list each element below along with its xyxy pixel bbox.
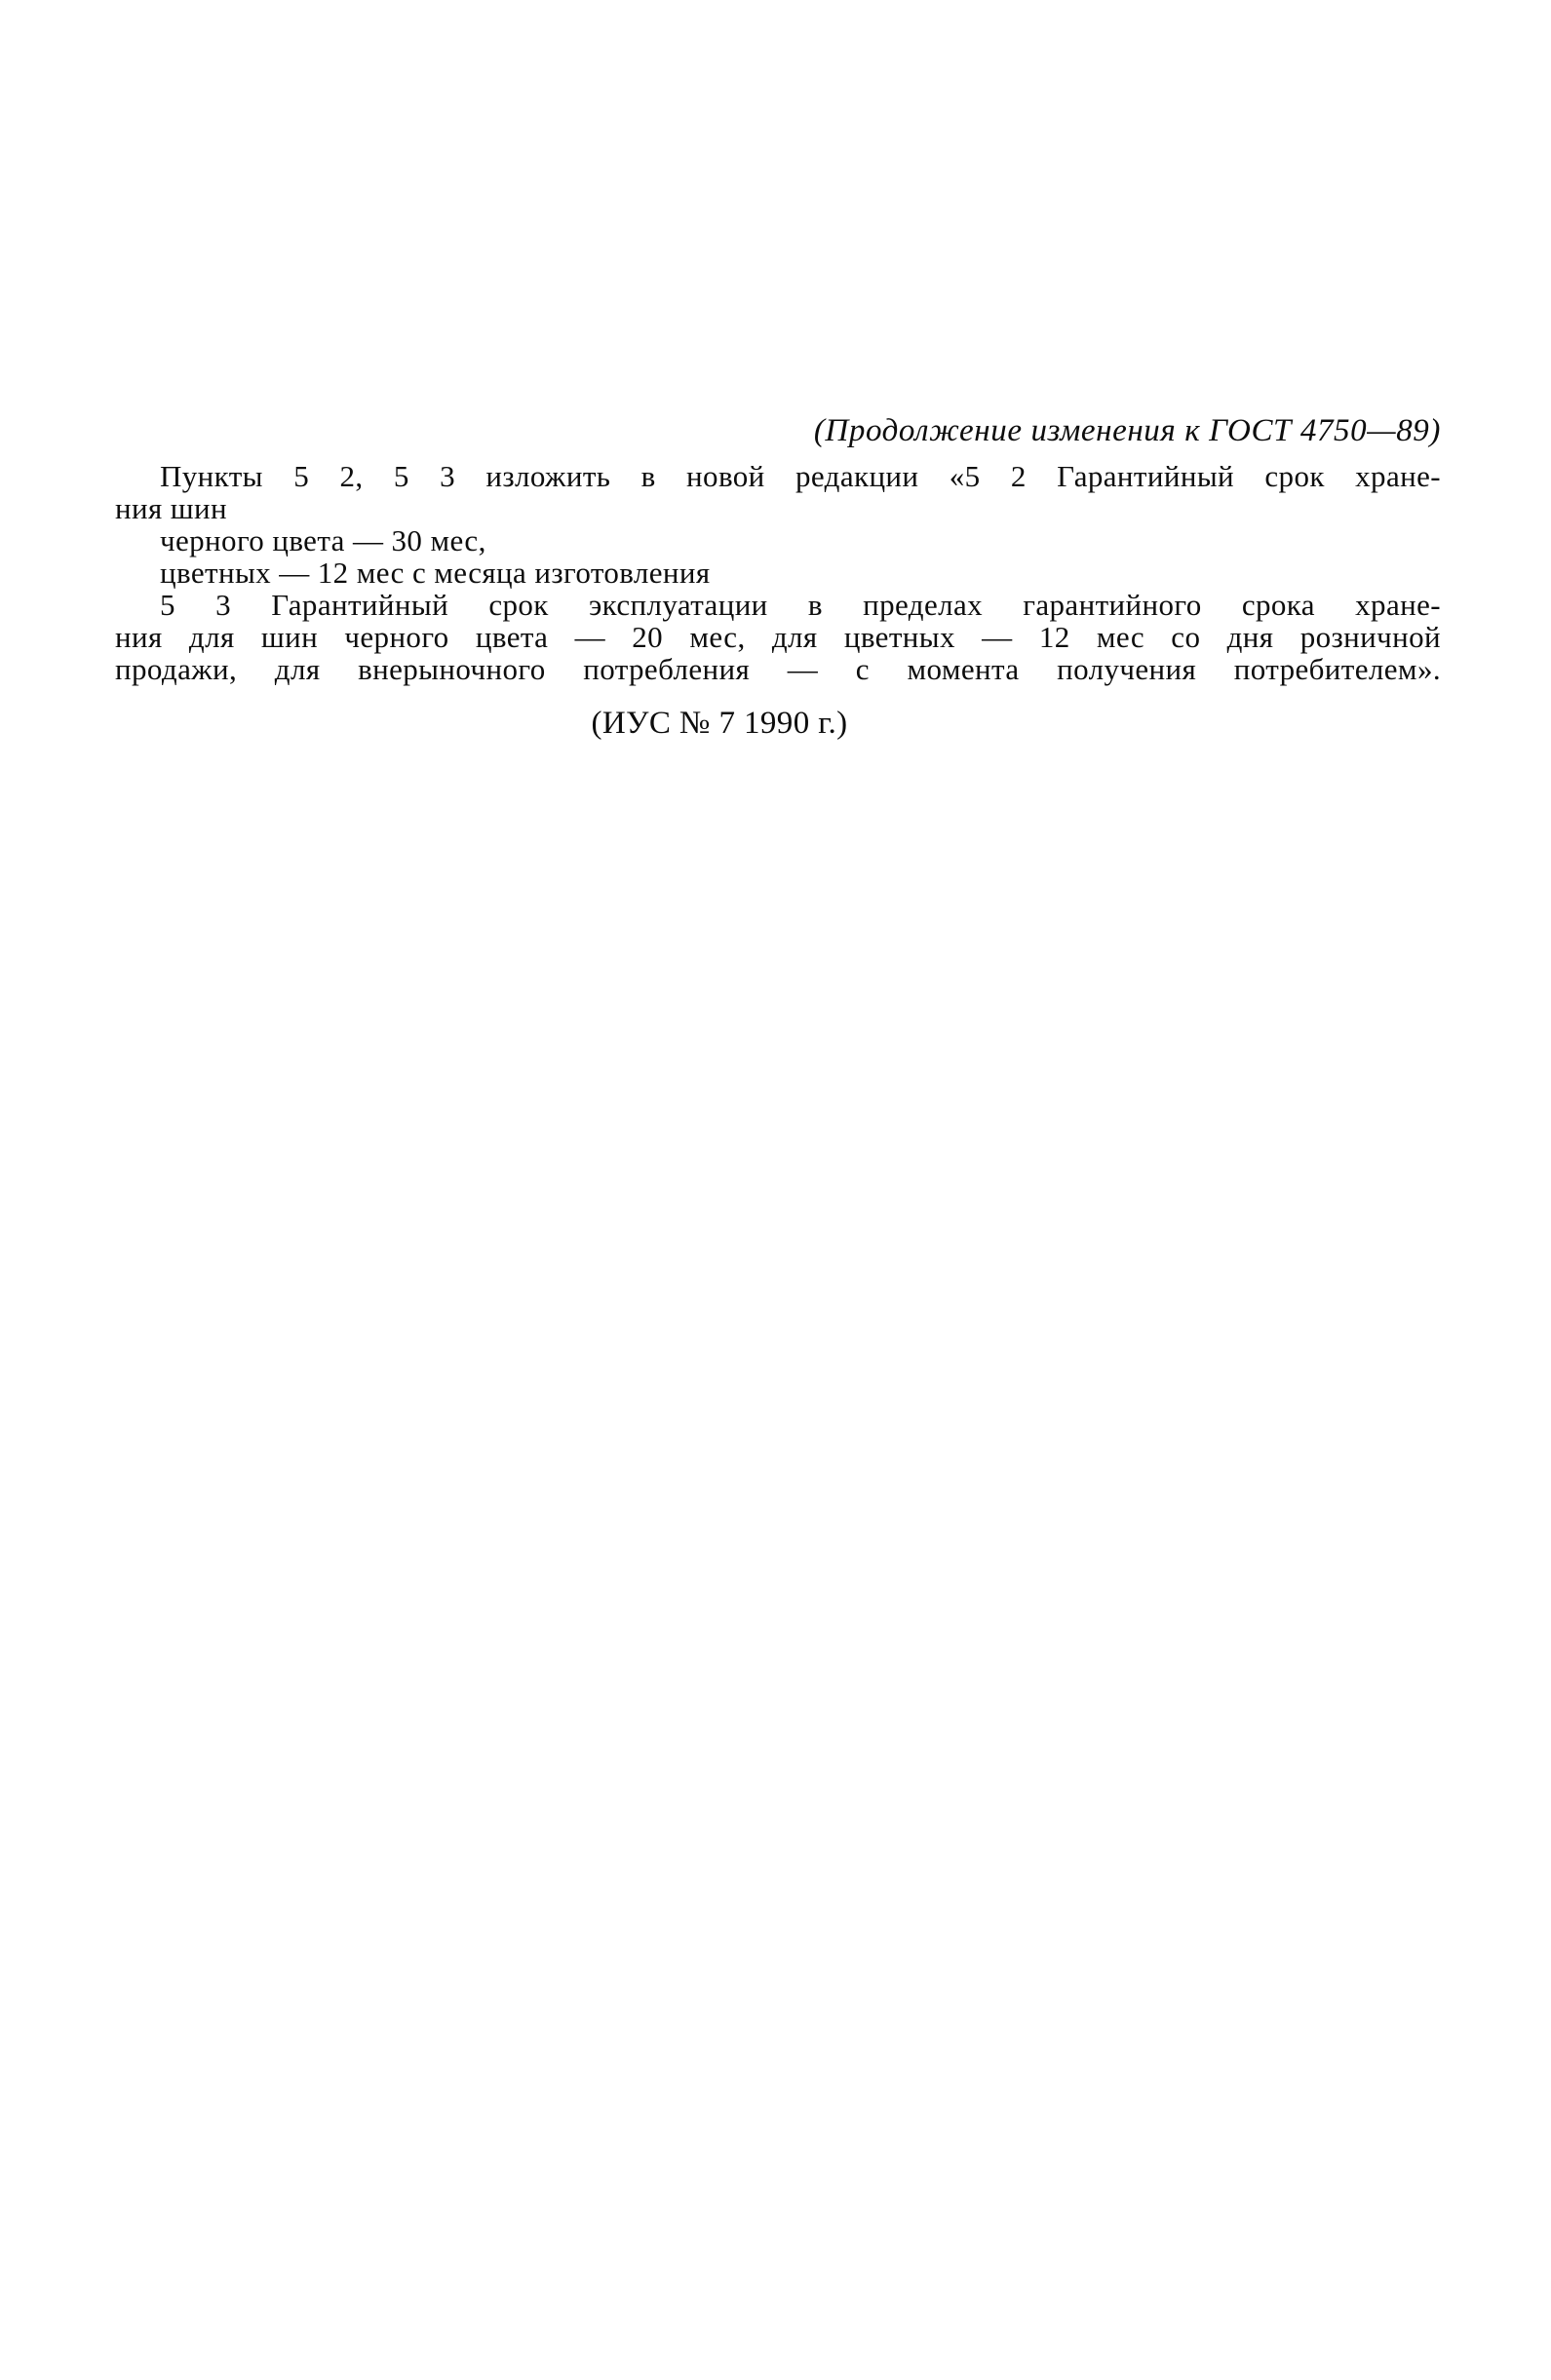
paragraph-line-7: продажи, для внерыночного потребления — с момента получения потребителем».	[115, 652, 1441, 686]
paragraph-line-2: ния шин	[115, 491, 228, 525]
paragraph-line-5: 5 3 Гарантийный срок эксплуатации в пределах гарантийного срока хране-	[160, 588, 1441, 622]
paragraph-line-3: черного цвета — 30 мес,	[160, 523, 486, 557]
paragraph-line-6: ния для шин черного цвета — 20 мес, для цветных — 12 мес со дня розничной	[115, 620, 1441, 654]
paragraph-line-4: цветных — 12 мес с месяца изготовления	[160, 556, 711, 590]
source-reference: (ИУС № 7 1990 г.)	[591, 706, 848, 741]
document-body	[115, 409, 1441, 748]
paragraph-line-1: Пункты 5 2, 5 3 изложить в новой редакции «5 2 Гарантийный срок хране-	[160, 459, 1441, 493]
continuation-header: (Продолжение изменения к ГОСТ 4750—89)	[813, 413, 1441, 448]
